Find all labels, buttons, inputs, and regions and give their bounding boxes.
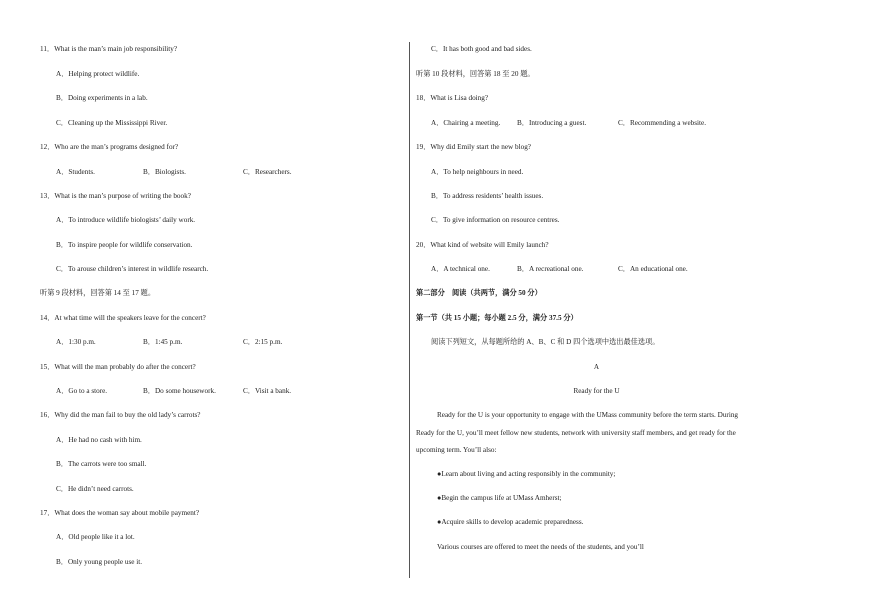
paragraph-1-line-2: Ready for the U, you’ll meet fellow new students, network with university staff members, and get ready for the (416, 429, 736, 437)
option-15-c: C．Visit a bank. (243, 387, 292, 395)
option-15-b: B．Do some housework. (143, 387, 216, 395)
option-16-a: A．He had no cash with him. (56, 436, 142, 444)
option-13-a: A．To introduce wildlife biologists’ daily work. (56, 216, 196, 224)
passage-letter: A (593, 363, 600, 371)
part-2-heading: 第二部分 阅读（共两节，满分 50 分） (416, 289, 542, 297)
option-20-c: C．An educational one. (618, 265, 688, 273)
option-19-a: A．To help neighbours in need. (431, 168, 524, 176)
question-18: 18．What is Lisa doing? (416, 94, 489, 102)
option-11-a: A．Helping protect wildlife. (56, 70, 140, 78)
option-17-a: A．Old people like it a lot. (56, 533, 135, 541)
question-20: 20．What kind of website will Emily launch? (416, 241, 549, 249)
option-19-b: B．To address residents’ health issues. (431, 192, 544, 200)
paragraph-1-line-3: upcoming term. You’ll also: (416, 446, 497, 454)
option-14-a: A．1:30 p.m. (56, 338, 96, 346)
option-12-a: A．Students. (56, 168, 95, 176)
option-18-b: B．Introducing a guest. (517, 119, 587, 127)
section-1-heading: 第一节（共 15 小题；每小题 2.5 分，满分 37.5 分） (416, 314, 578, 322)
column-divider (409, 42, 410, 578)
option-13-b: B．To inspire people for wildlife conservation. (56, 241, 193, 249)
paragraph-2-line-1: Various courses are offered to meet the needs of the students, and you’ll (437, 543, 644, 551)
question-17: 17．What does the woman say about mobile payment? (40, 509, 200, 517)
reading-instruction: 阅读下列短文，从每题所给的 A、B、C 和 D 四个选项中选出最佳选项。 (431, 338, 660, 346)
option-12-b: B．Biologists. (143, 168, 186, 176)
section-10-heading: 听第 10 段材料，回答第 18 至 20 题。 (416, 70, 535, 78)
bullet-3: ●Acquire skills to develop academic preparedness. (437, 518, 584, 526)
option-11-c: C．Cleaning up the Mississippi River. (56, 119, 168, 127)
option-18-a: A．Chairing a meeting. (431, 119, 501, 127)
option-13-c: C．To arouse children’s interest in wildlife research. (56, 265, 209, 273)
passage-title: Ready for the U (573, 387, 620, 395)
option-20-a: A．A technical one. (431, 265, 490, 273)
option-16-b: B．The carrots were too small. (56, 460, 147, 468)
paragraph-1-line-1: Ready for the U is your opportunity to engage with the UMass community before the term starts. During (437, 411, 739, 419)
option-14-c: C．2:15 p.m. (243, 338, 283, 346)
question-15: 15．What will the man probably do after the concert? (40, 363, 196, 371)
option-20-b: B．A recreational one. (517, 265, 584, 273)
option-14-b: B．1:45 p.m. (143, 338, 183, 346)
question-16: 16．Why did the man fail to buy the old lady’s carrots? (40, 411, 201, 419)
question-11: 11．What is the man’s main job responsibility? (40, 45, 178, 53)
option-11-b: B．Doing experiments in a lab. (56, 94, 148, 102)
bullet-2: ●Begin the campus life at UMass Amherst; (437, 494, 562, 502)
option-17-c: C．It has both good and bad sides. (431, 45, 532, 53)
question-14: 14．At what time will the speakers leave for the concert? (40, 314, 206, 322)
option-18-c: C．Recommending a website. (618, 119, 707, 127)
question-13: 13．What is the man’s purpose of writing the book? (40, 192, 191, 200)
option-16-c: C．He didn’t need carrots. (56, 485, 134, 493)
section-9-heading: 听第 9 段材料，回答第 14 至 17 题。 (40, 289, 156, 297)
option-17-b: B．Only young people use it. (56, 558, 143, 566)
option-12-c: C．Researchers. (243, 168, 292, 176)
bullet-1: ●Learn about living and acting responsibly in the community; (437, 470, 616, 478)
question-12: 12．Who are the man’s programs designed for? (40, 143, 179, 151)
option-19-c: C．To give information on resource centres. (431, 216, 560, 224)
option-15-a: A．Go to a store. (56, 387, 108, 395)
question-19: 19．Why did Emily start the new blog? (416, 143, 531, 151)
